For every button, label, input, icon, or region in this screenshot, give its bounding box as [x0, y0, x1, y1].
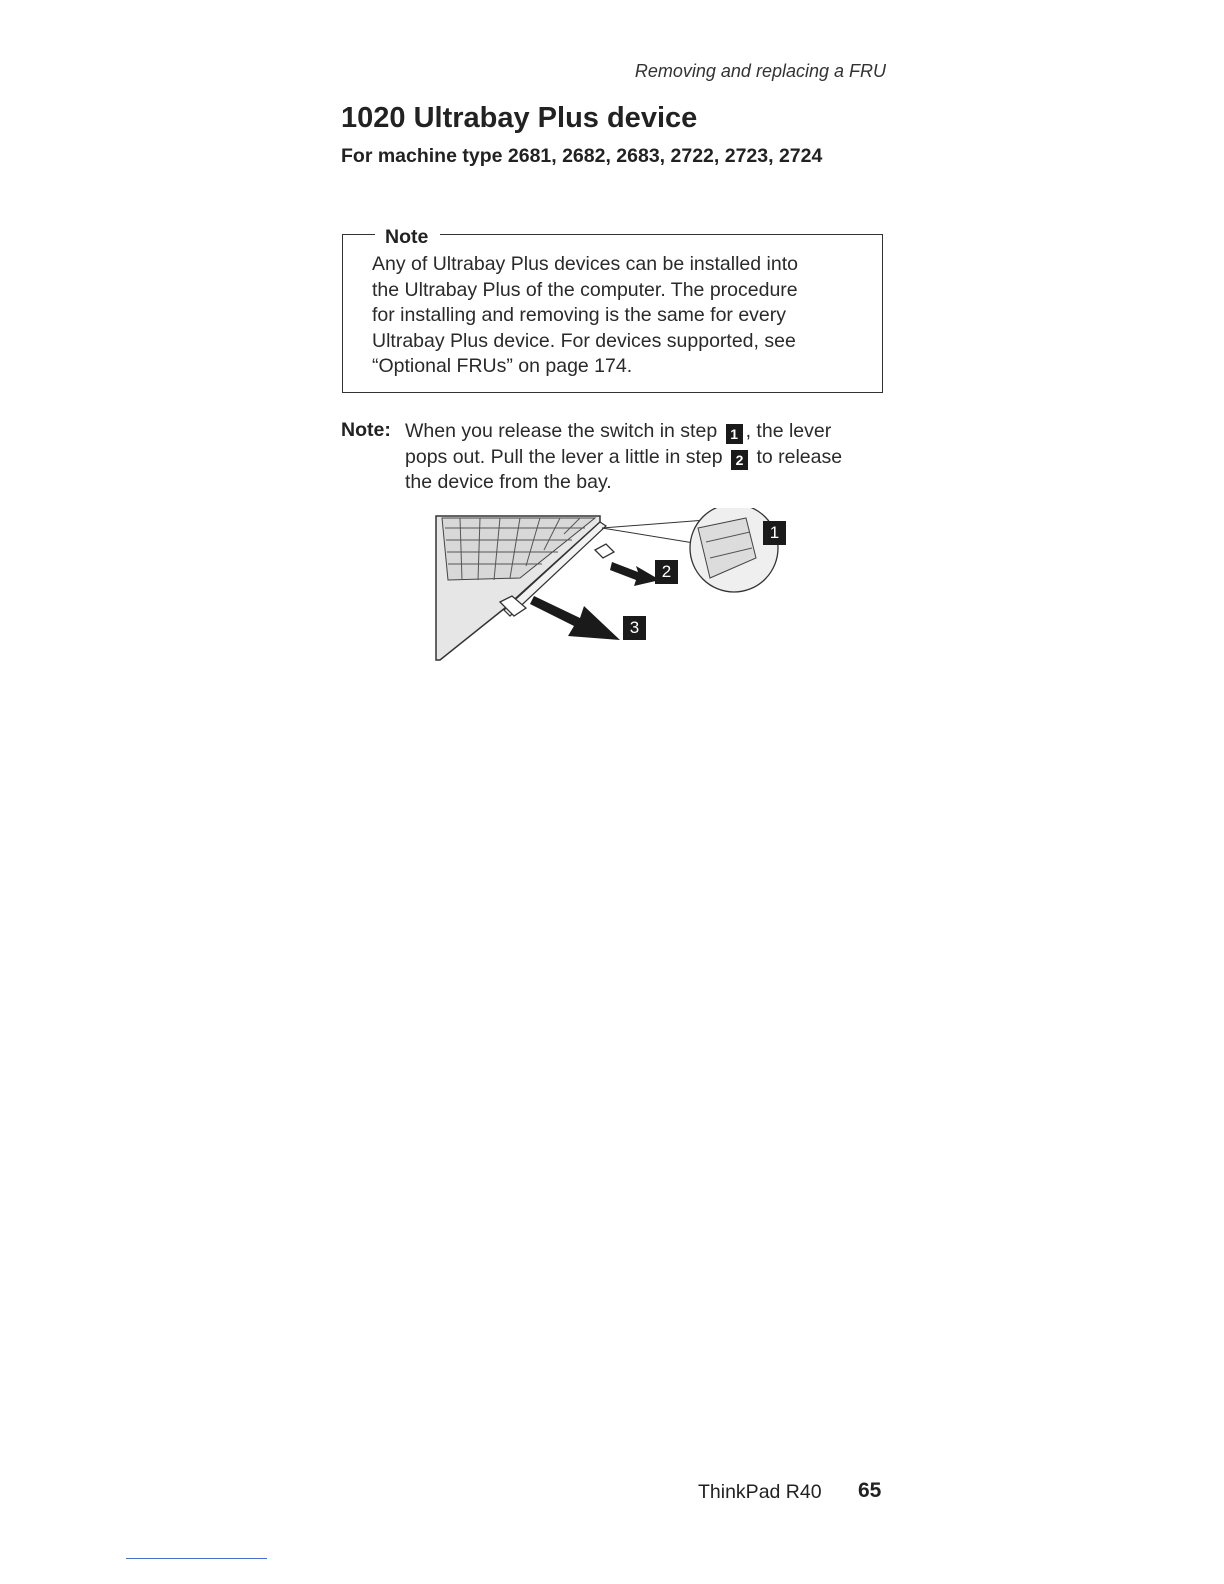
note-box-line: for installing and removing is the same for every	[372, 304, 787, 326]
note-text-part: , the lever	[745, 420, 832, 442]
note-text-part: to release	[751, 445, 843, 468]
laptop-drawing	[430, 508, 800, 668]
arrow-step-3	[530, 596, 620, 640]
note-box-line: Ultrabay Plus device. For devices supported, see	[372, 329, 796, 352]
lever	[595, 544, 614, 558]
note-line	[405, 445, 885, 471]
page-number: 65	[858, 1479, 882, 1502]
callout-1: 1	[763, 521, 786, 545]
note-label: Note:	[341, 419, 391, 441]
note-box-title: Note	[385, 226, 429, 248]
note-text-part: When you release the switch in step	[405, 420, 718, 442]
note-box-line: the Ultrabay Plus of the computer. The procedure	[372, 278, 798, 301]
step-1-badge: 1	[726, 424, 743, 444]
note-box-line: “Optional FRUs” on page 174.	[372, 355, 633, 377]
callout-2: 2	[655, 560, 678, 584]
footer-title: ThinkPad R40	[698, 1481, 822, 1503]
ultrabay-removal-illustration	[430, 508, 800, 668]
note-box-body	[372, 252, 872, 380]
note-text	[405, 419, 885, 496]
note-line	[405, 419, 885, 445]
callout-3: 3	[623, 616, 646, 640]
note-text-part: pops out. Pull the lever a little in step	[405, 445, 723, 468]
section-title: 1020 Ultrabay Plus device	[341, 102, 698, 134]
machine-type-subtitle: For machine type 2681, 2682, 2683, 2722, 2723, 2724	[341, 145, 823, 167]
leader-line	[602, 528, 700, 544]
note-box-top-border-right	[440, 234, 883, 235]
leader-line	[602, 520, 706, 528]
note-box-top-border-left	[342, 234, 375, 235]
step-2-badge: 2	[731, 450, 748, 470]
running-head: Removing and replacing a FRU	[634, 61, 886, 81]
bottom-rule	[126, 1558, 267, 1559]
note-line	[405, 470, 885, 496]
note-text-part: the device from the bay.	[405, 471, 612, 493]
arrow-step-2	[610, 562, 660, 586]
note-box-line: Any of Ultrabay Plus devices can be installed into	[372, 253, 798, 275]
